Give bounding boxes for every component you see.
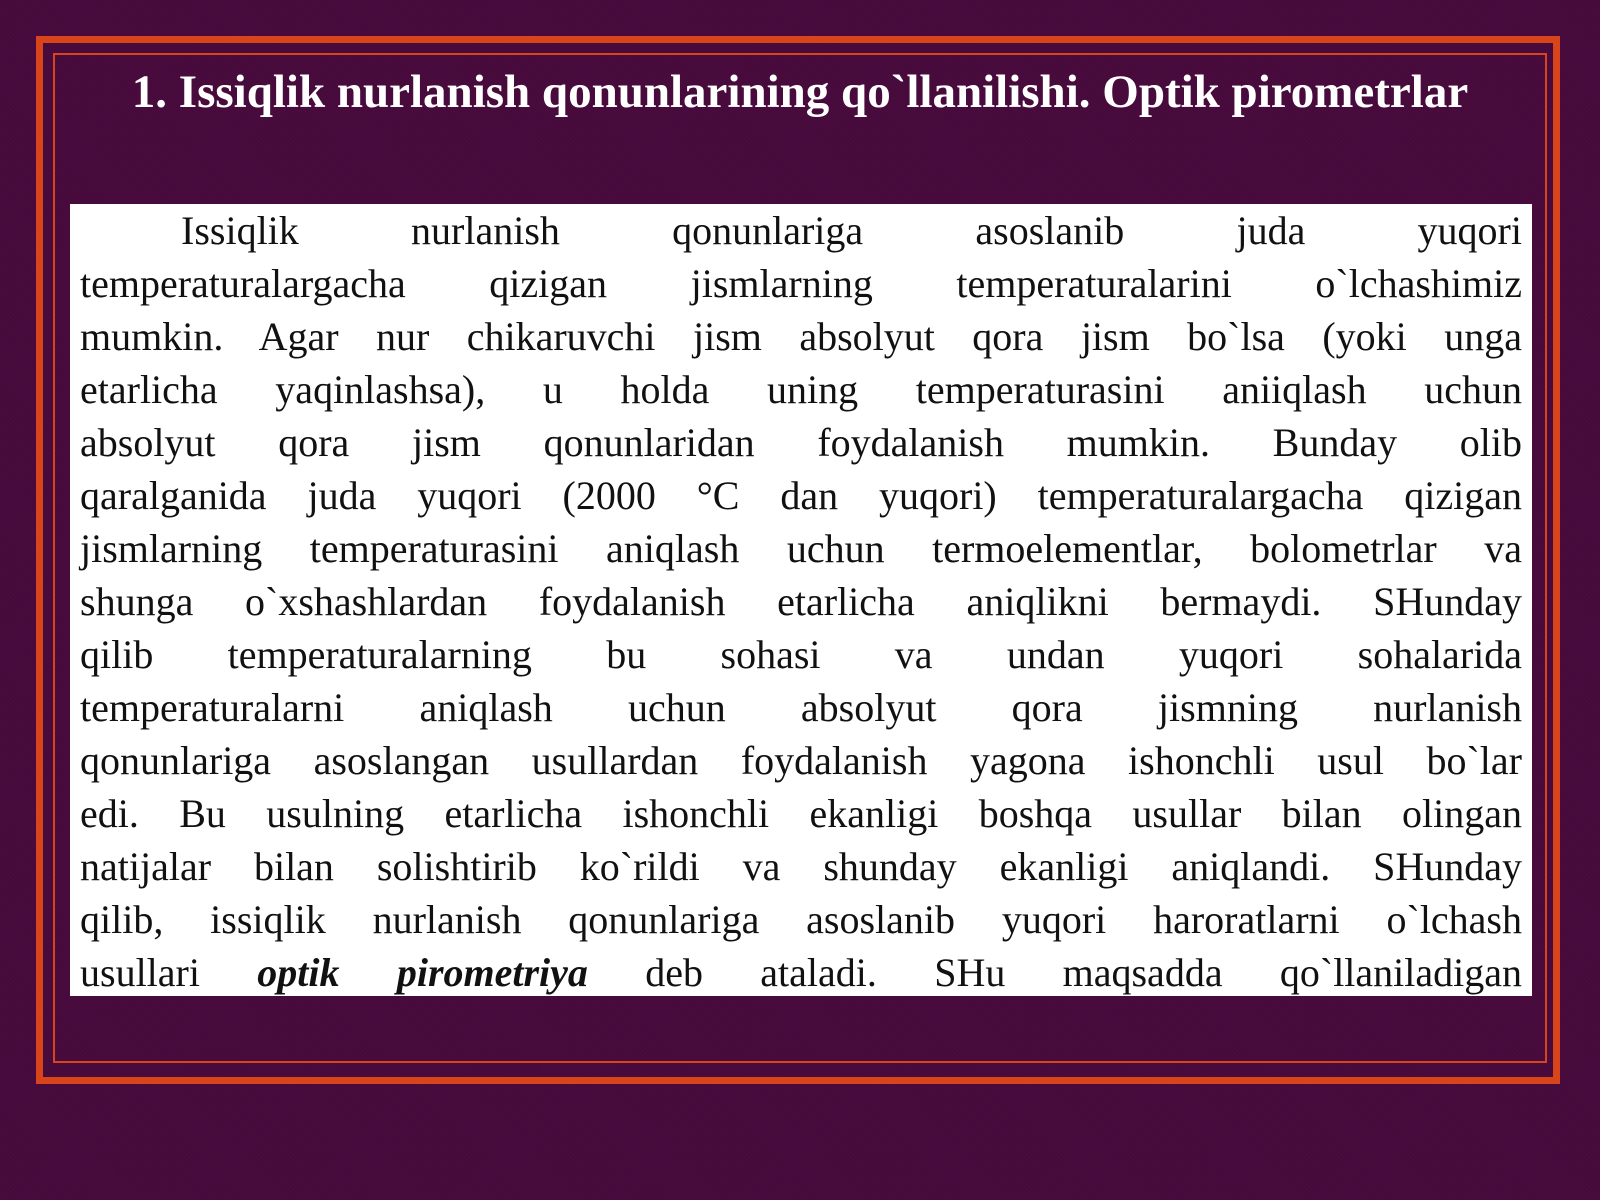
paragraph-line: temperaturalarni aniqlash uchun absolyut qora jismning nurlanish [80, 685, 1522, 730]
text-box [70, 204, 1532, 996]
paragraph-line: qilib, issiqlik nurlanish qonunlariga asoslanib yuqori haroratlarni o`lchash [80, 897, 1522, 942]
paragraph-line: edi. Bu usulning etarlicha ishonchli ekanligi boshqa usullar bilan olingan [80, 791, 1522, 836]
paragraph-line: etarlicha yaqinlashsa), u holda uning temperaturasini aniiqlash uchun [80, 367, 1522, 412]
paragraph-line: natijalar bilan solishtirib ko`rildi va shunday ekanligi aniqlandi. SHunday [80, 844, 1522, 889]
paragraph-line: shunga o`xshashlardan foydalanish etarlicha aniqlikni bermaydi. SHunday [80, 579, 1522, 624]
last-line-after: deb ataladi. SHu maqsadda qo`llaniladigan [645, 950, 1523, 995]
paragraph-line: temperaturalargacha qizigan jismlarning temperaturalarini o`lchashimiz [80, 261, 1522, 306]
paragraph-line: Issiqlik nurlanish qonunlariga asoslanib juda yuqori [181, 208, 1522, 253]
paragraph-line: absolyut qora jism qonunlaridan foydalanish mumkin. Bunday olib [80, 420, 1522, 465]
emphasized-term: optik pirometriya [257, 950, 588, 995]
paragraph-line: qaralganida juda yuqori (2000 °C dan yuqori) temperaturalargacha qizigan [80, 473, 1522, 518]
paragraph-last-line [80, 946, 1522, 999]
paragraph-line: mumkin. Agar nur chikaruvchi jism absolyut qora jism bo`lsa (yoki unga [80, 314, 1522, 359]
paragraph-line: qonunlariga asoslangan usullardan foydalanish yagona ishonchli usul bo`lar [80, 738, 1522, 783]
body-paragraph [80, 204, 1522, 999]
last-line-before: usullari [80, 950, 200, 995]
paragraph-line: qilib temperaturalarning bu sohasi va undan yuqori sohalarida [80, 632, 1522, 677]
paragraph-line: jismlarning temperaturasini aniqlash uchun termoelementlar, bolometrlar va [80, 526, 1522, 571]
slide-title: 1. Issiqlik nurlanish qonunlarining qo`llanilishi. Optik pirometrlar [131, 66, 1469, 118]
